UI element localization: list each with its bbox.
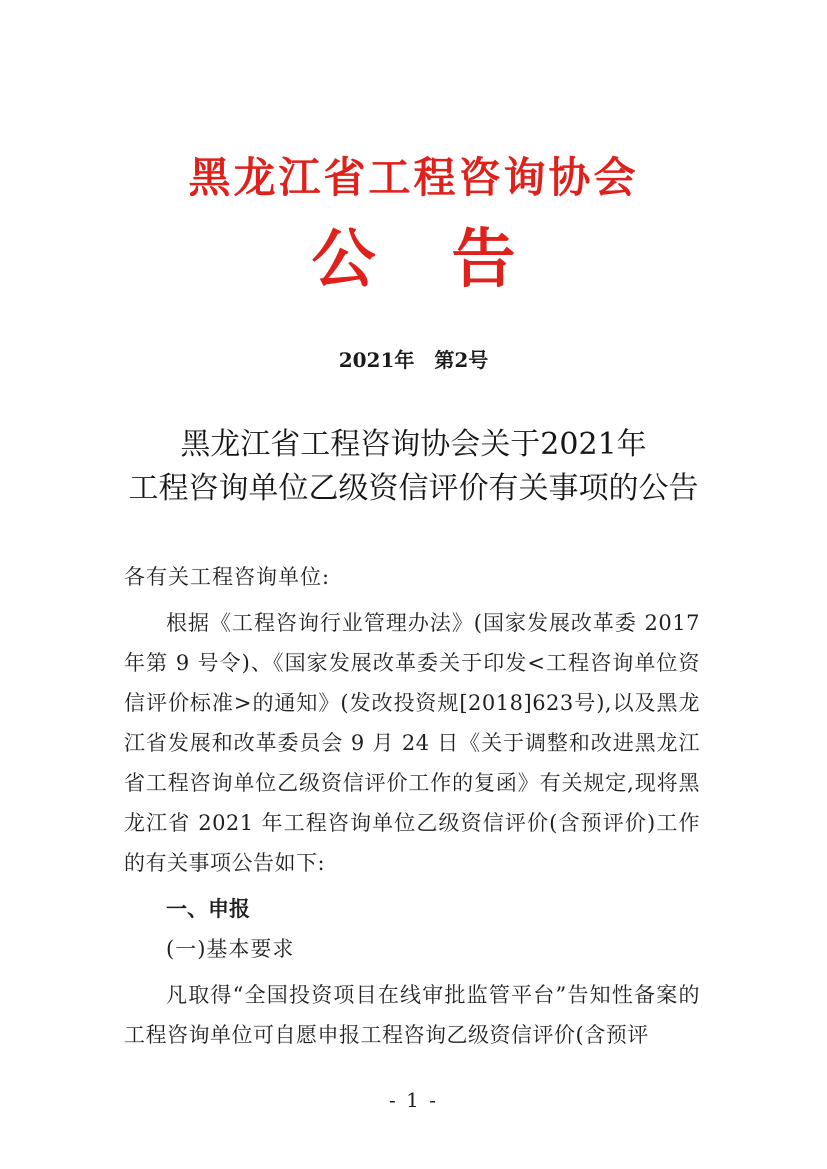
doc-type-char-1: 公 (311, 223, 376, 297)
subsection-heading-1: (一)基本要求 (166, 937, 295, 961)
doc-year: 2021年 (338, 348, 415, 372)
letterhead-organization: 黑龙江省工程咨询协会 (188, 153, 639, 202)
body-paragraph-2: 凡取得“全国投资项目在线审批监管平台”告知性备案的工程咨询单位可自愿申报工程咨询乙级资信评价(含预评 (124, 983, 700, 1047)
title-line-2: 工程咨询单位乙级资信评价有关事项的公告 (128, 471, 699, 506)
document-number (0, 345, 827, 375)
salutation: 各有关工程咨询单位: (124, 565, 331, 589)
section-heading-1: 一、申报 (166, 897, 250, 921)
body-paragraph-1: 根据《工程咨询行业管理办法》(国家发展改革委 2017 年第 9 号令)、《国家发展改革委关于印发<工程咨询单位资信评价标准>的通知》(发改投资规[2018]623号),以及黑龙江省发展和改革委员会 9 月 24 日《关于调整和改进黑龙江省工程咨询单位乙级资信评价工作的复函》有关规定,现将黑龙江省 2021 年工程咨询单位乙级资信评价(含预评价)工作的有关事项公告如下: (124, 611, 700, 875)
doc-type-char-2: 告 (451, 223, 516, 297)
letterhead-doc-type (0, 222, 827, 298)
page-number: - 1 - (389, 1088, 438, 1112)
document-title (100, 423, 727, 511)
doc-serial: 第2号 (434, 348, 489, 372)
title-line-1: 黑龙江省工程咨询协会关于2021年 (180, 427, 647, 462)
